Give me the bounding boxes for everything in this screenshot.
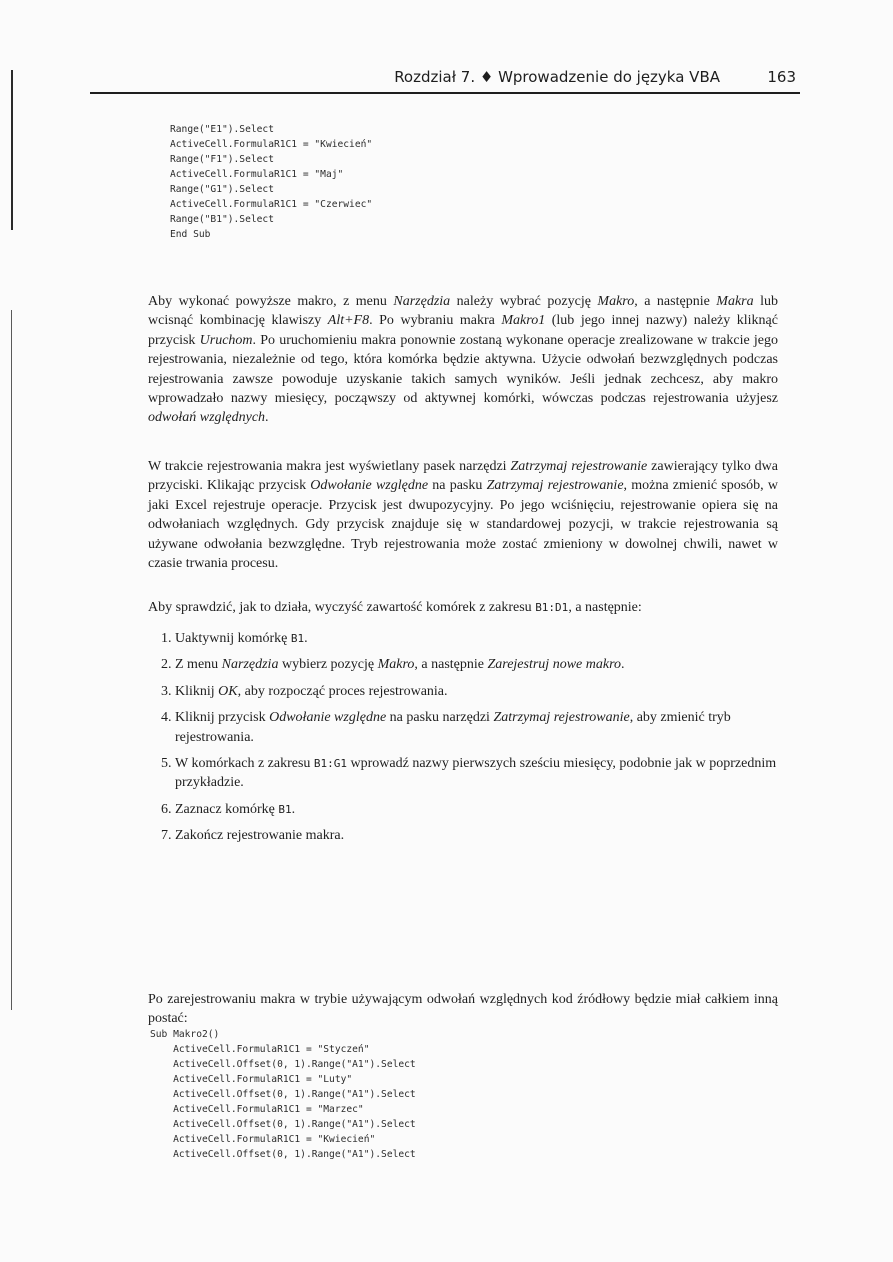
menu-item: Makro bbox=[597, 294, 635, 309]
text: na pasku bbox=[428, 478, 487, 494]
cell-range: B1:G1 bbox=[313, 757, 348, 771]
menu-item: Makro bbox=[377, 657, 415, 673]
code-listing-top: Range("E1").Select ActiveCell.FormulaR1C1 = "Kwiecień" Range("F1").Select ActiveCell.FormulaR1C1 = "Maj" Range("G1").Select ActiveCell.FormulaR1C1 = "Czerwiec" Range("B1").Select End Sub bbox=[170, 124, 373, 240]
paragraph-check bbox=[148, 598, 778, 617]
list-item bbox=[161, 826, 778, 845]
running-header bbox=[90, 62, 800, 92]
shortcut: Alt+F8 bbox=[327, 313, 370, 329]
text: , a następnie bbox=[414, 657, 488, 673]
text: (lub jego innej nazwy) należy kliknąć przycisk bbox=[148, 313, 778, 348]
text: . bbox=[304, 631, 308, 646]
text: , aby zmienić tryb rejestrowania. bbox=[175, 710, 731, 745]
step-number: 5. bbox=[161, 756, 172, 772]
text: Z menu bbox=[175, 657, 222, 673]
text: . bbox=[265, 410, 269, 426]
menu-name: Narzędzia bbox=[393, 294, 451, 309]
text: na pasku narzędzi bbox=[386, 710, 494, 726]
list-item bbox=[161, 800, 778, 819]
button-name: Odwołanie względne bbox=[310, 478, 429, 494]
text: Zakończ rejestrowanie makra. bbox=[175, 828, 345, 844]
cell-ref: B1 bbox=[290, 632, 305, 645]
text: Zaznacz komórkę bbox=[175, 801, 279, 817]
text: Aby wykonać powyższe makro, z menu bbox=[148, 294, 394, 309]
step-number: 6. bbox=[161, 801, 172, 817]
header-rule bbox=[90, 92, 800, 94]
page-edge-line-lower bbox=[11, 310, 12, 1010]
step-number: 4. bbox=[161, 710, 172, 726]
text: , a następnie: bbox=[568, 600, 642, 615]
text: zawierający tylko dwa przyciski. Klikając przycisk bbox=[148, 459, 779, 494]
code-listing-bottom: Sub Makro2() ActiveCell.FormulaR1C1 = "Styczeń" ActiveCell.Offset(0, 1).Range("A1").Select ActiveCell.FormulaR1C1 = "Luty" ActiveCell.Offset(0, 1).Range("A1").Select ActiveCell.FormulaR1C1 = "Marzec" ActiveCell.Offset(0, 1).Range("A1").Select ActiveCell.FormulaR1C1 = "Kwiecień" ActiveCell.Offset(0, 1).Range("A1").Select bbox=[150, 1029, 416, 1160]
button-name: OK bbox=[218, 683, 238, 699]
term: odwołań względnych bbox=[148, 410, 266, 426]
menu-item: Makra bbox=[716, 294, 754, 309]
menu-name: Narzędzia bbox=[221, 657, 279, 673]
text: Uaktywnij komórkę bbox=[175, 631, 291, 646]
step-number: 1. bbox=[161, 631, 172, 646]
text: Kliknij bbox=[175, 683, 219, 699]
step-number: 2. bbox=[161, 657, 172, 673]
text: . bbox=[291, 801, 296, 817]
cell-ref: B1 bbox=[278, 802, 292, 816]
toolbar-name: Zatrzymaj rejestrowanie bbox=[486, 478, 624, 494]
text: , a następnie bbox=[634, 294, 717, 309]
paragraph-run-macro bbox=[148, 292, 778, 428]
list-item bbox=[161, 655, 778, 674]
button-name: Uruchom bbox=[199, 332, 253, 348]
text: . bbox=[621, 657, 625, 673]
steps-list bbox=[161, 629, 778, 846]
toolbar-name: Zatrzymaj rejestrowanie bbox=[493, 710, 630, 726]
macro-name: Makro1 bbox=[501, 313, 546, 329]
step-number: 3. bbox=[161, 683, 172, 699]
text: Kliknij przycisk bbox=[175, 710, 270, 726]
text: Aby sprawdzić, jak to działa, wyczyść zawartość komórek z zakresu bbox=[148, 600, 536, 615]
list-item bbox=[161, 682, 778, 701]
button-name: Odwołanie względne bbox=[269, 710, 387, 726]
step-number: 7. bbox=[161, 828, 172, 844]
chapter-title: Rozdział 7. ♦ Wprowadzenie do języka VBA bbox=[394, 68, 720, 86]
paragraph-toolbar bbox=[148, 457, 778, 573]
page-edge-line bbox=[11, 70, 13, 230]
text: wprowadź nazwy pierwszych sześciu miesięcy, podobnie jak w poprzednim przykładzie. bbox=[175, 756, 777, 791]
toolbar-name: Zatrzymaj rejestrowanie bbox=[510, 459, 648, 474]
list-item bbox=[161, 708, 778, 747]
text: W trakcie rejestrowania makra jest wyświetlany pasek narzędzi bbox=[148, 459, 511, 474]
text: , aby rozpocząć proces rejestrowania. bbox=[237, 683, 448, 699]
text: należy wybrać pozycję bbox=[450, 294, 598, 309]
text: lub wcisnąć kombinację klawiszy bbox=[148, 294, 779, 329]
text: wybierz pozycję bbox=[278, 657, 378, 673]
text: . Po wybraniu makra bbox=[369, 313, 502, 329]
list-item bbox=[161, 754, 778, 793]
text: W komórkach z zakresu bbox=[175, 756, 314, 772]
text: , można zmienić sposób, w jaki Excel rejestruje operacje. Przycisk jest dwupozycyjny. Po jego wciśnięciu, rejestrowanie opiera się na odwołaniach względnych. Gdy przycisk znajduje się w standardowej pozycji, w trakcie rejestrowania są używane odwołania bezwzględne. Tryb rejestrowania może zostać zmieniony w dowolnej chwili, nawet w czasie trwania procesu. bbox=[148, 478, 778, 572]
page-number: 163 bbox=[767, 68, 796, 86]
cell-range: B1:D1 bbox=[535, 601, 569, 614]
menu-item: Zarejestruj nowe makro bbox=[487, 657, 621, 673]
paragraph-relative-code: Po zarejestrowaniu makra w trybie używającym odwołań względnych kod źródłowy będzie miał całkiem inną postać: bbox=[148, 992, 778, 1027]
list-item bbox=[161, 629, 778, 648]
text: . Po uruchomieniu makra ponownie zostaną wykonane operacje zrealizowane w trakcie jego rejestrowania, niezależnie od tego, która komórka będzie aktywna. Użycie odwołań bezwzględnych podczas rejestrowania zawsze powoduje uzyskanie takich samych wyników. Jeśli jednak zechcesz, aby makro wprowadzało nazwy miesięcy, począwszy od aktywnej komórki, wówczas podczas rejestrowania użyjesz bbox=[148, 332, 779, 407]
